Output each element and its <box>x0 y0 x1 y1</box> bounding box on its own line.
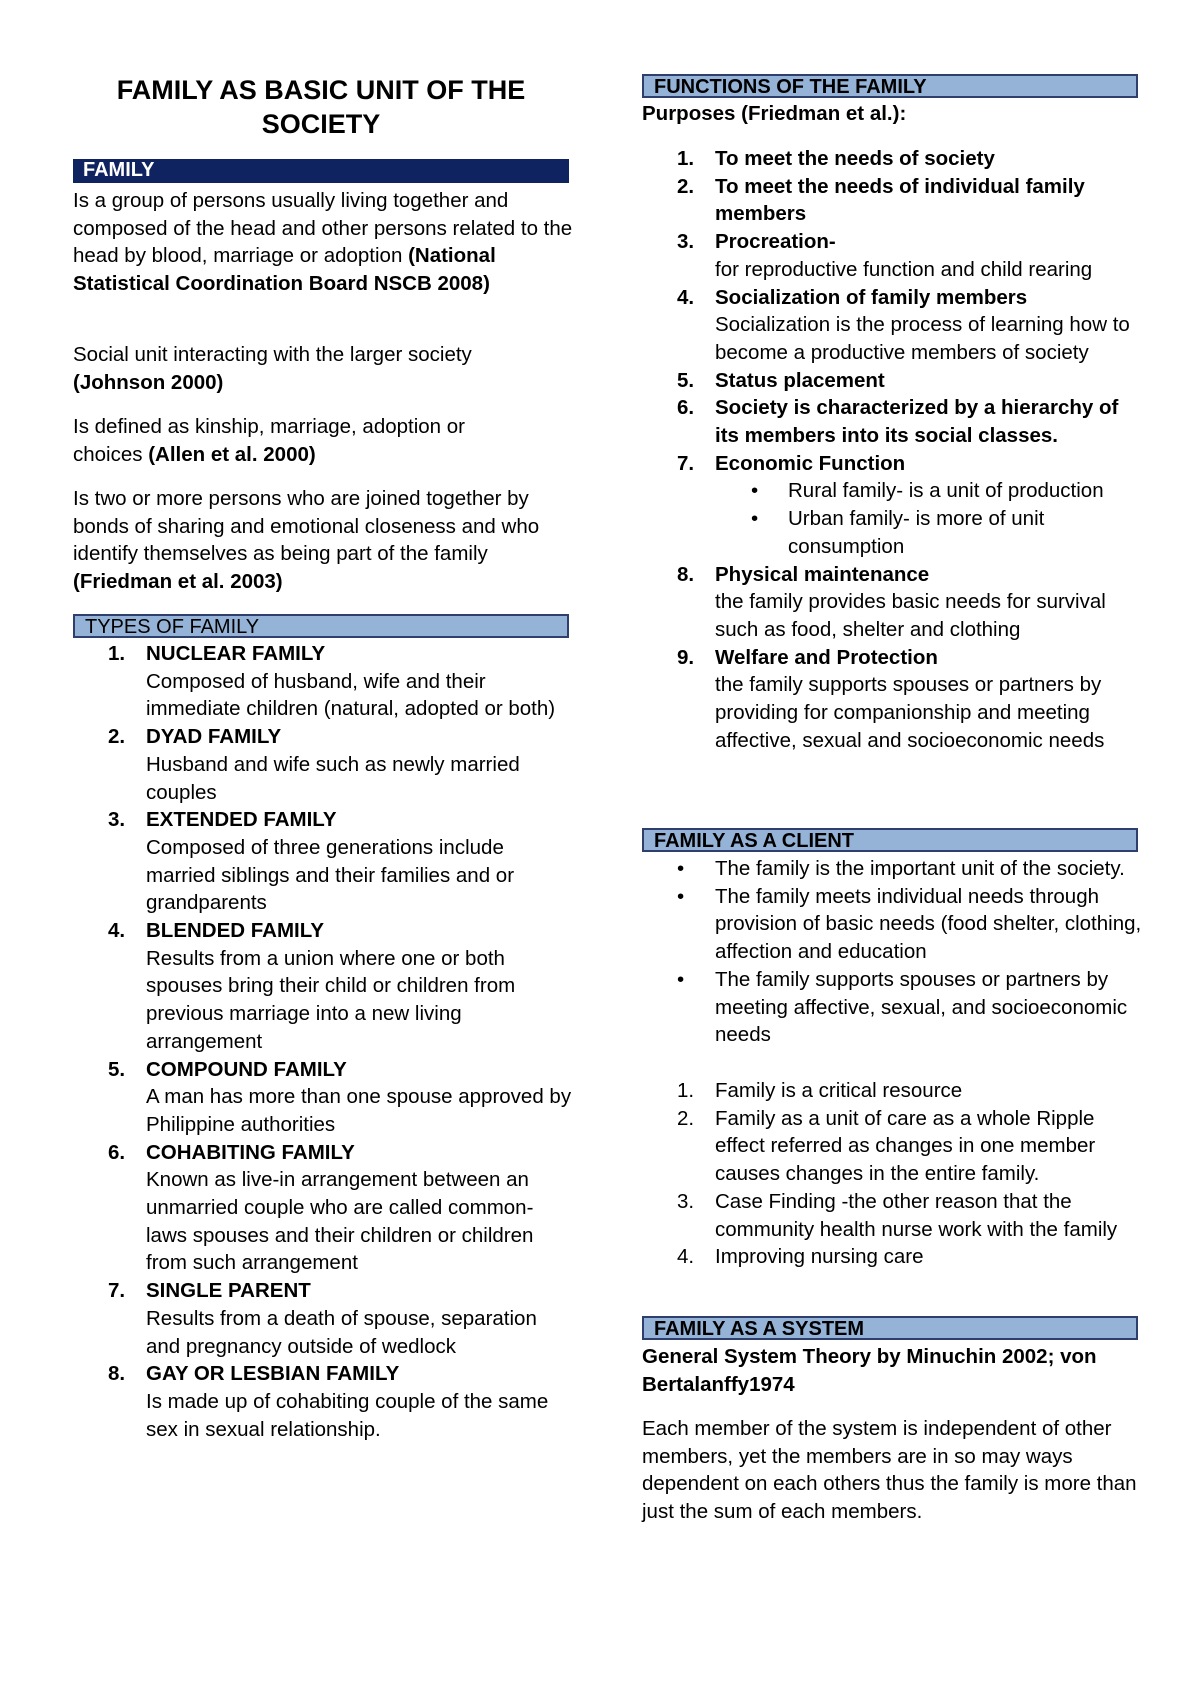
item-number: 9. <box>677 645 695 669</box>
bullet-icon: • <box>751 479 759 503</box>
definition-text: Is defined as kinship, marriage, adoption or choices <box>73 415 466 466</box>
family-definition-2 <box>73 341 573 396</box>
item-title: EXTENDED FAMILY <box>146 808 337 832</box>
item-number: 1. <box>108 642 126 665</box>
family-definition-1 <box>73 187 573 298</box>
item-number: 1. <box>677 1079 695 1102</box>
item-number: 2. <box>677 1106 695 1130</box>
item-title: NUCLEAR FAMILY <box>146 642 326 665</box>
item-number: 4. <box>677 285 695 309</box>
item-number: 2. <box>677 174 695 198</box>
item-desc: Composed of three generations include married siblings and their families and or grandparents <box>146 835 515 915</box>
item-title: Physical maintenance <box>715 562 930 586</box>
item-number: 4. <box>677 1245 695 1269</box>
list-item-text: Case Finding -the other reason that the community health nurse work with the family <box>715 1189 1118 1241</box>
definition-text: Social unit interacting with the larger society <box>73 343 472 366</box>
item-number: 3. <box>677 1189 695 1213</box>
list-item-text: The family meets individual needs through provision of basic needs (food shelter, clothing, affection and education <box>715 884 1142 964</box>
definition-source: (Allen et al. 2000) <box>148 442 316 466</box>
list-item <box>73 1277 573 1360</box>
item-title: Socialization of family members <box>715 285 1028 309</box>
page-title: FAMILY AS BASIC UNIT OF THE SOCIETY <box>116 75 526 139</box>
types-list <box>73 640 573 1443</box>
definition-text: Is two or more persons who are joined together by bonds of sharing and emotional closeness and who identify themselves as being part of the family <box>73 487 540 566</box>
item-number: 3. <box>108 808 126 832</box>
item-title: GAY OR LESBIAN FAMILY <box>146 1362 400 1386</box>
item-number: 5. <box>677 368 695 392</box>
family-definition-4 <box>73 485 573 596</box>
list-item <box>642 561 1142 644</box>
list-item <box>642 644 1142 755</box>
list-item <box>642 855 1142 883</box>
definition-source: (National Statistical Coordination Board NSCB 2008) <box>73 244 496 296</box>
system-theory: General System Theory by Minuchin 2002; von Bertalanffy1974 <box>642 1345 1097 1396</box>
item-title: Economic Function <box>715 451 906 475</box>
list-item <box>73 723 573 806</box>
item-number: 2. <box>108 725 126 749</box>
item-desc: the family supports spouses or partners by providing for companionship and meeting affective, sexual and socioeconomic needs <box>715 673 1105 752</box>
item-number: 1. <box>677 147 695 170</box>
list-item <box>73 1056 573 1139</box>
purposes-label: Purposes (Friedman et al.): <box>642 102 907 125</box>
item-desc: Socialization is the process of learning how to become a productive members of society <box>715 313 1130 364</box>
list-item <box>642 367 1142 395</box>
list-item <box>642 450 1142 561</box>
sub-item-text: Rural family- is a unit of production <box>788 479 1104 503</box>
item-number: 8. <box>677 562 695 586</box>
list-item <box>642 173 1142 228</box>
bullet-icon: • <box>751 507 759 531</box>
section-header-types: TYPES OF FAMILY <box>73 614 569 638</box>
list-item <box>73 1360 573 1443</box>
list-item-text: The family is the important unit of the society. <box>715 857 1125 880</box>
sub-item-text: Urban family- is more of unit consumption <box>788 507 1045 558</box>
list-item <box>73 917 573 1056</box>
list-item-text: Family is a critical resource <box>715 1079 963 1102</box>
bullet-icon: • <box>677 967 685 991</box>
item-number: 6. <box>108 1140 126 1164</box>
item-number: 8. <box>108 1362 126 1386</box>
list-item <box>642 284 1142 367</box>
list-item-text: The family supports spouses or partners by meeting affective, sexual, and socioeconomic needs <box>715 967 1128 1047</box>
item-number: 4. <box>108 919 126 943</box>
list-item <box>73 640 573 723</box>
list-item <box>642 883 1142 966</box>
family-definition-3 <box>73 413 533 468</box>
section-header-client: FAMILY AS A CLIENT <box>642 828 1138 852</box>
list-item <box>642 1077 1142 1105</box>
list-item <box>642 228 1142 283</box>
bullet-icon: • <box>677 857 685 880</box>
item-number: 7. <box>108 1279 126 1303</box>
definition-source: (Friedman et al. 2003) <box>73 570 283 594</box>
definition-source: (Johnson 2000) <box>73 370 224 394</box>
list-item <box>642 145 1142 173</box>
item-title: Society is characterized by a hierarchy of its members into its social classes. <box>715 396 1119 448</box>
definition-text: Is a group of persons usually living together and composed of the head and other persons related to the head by blood, marriage or adoption <box>73 189 573 268</box>
item-number: 5. <box>108 1057 126 1081</box>
section-header-family: FAMILY <box>73 159 569 183</box>
item-title: Status placement <box>715 368 885 392</box>
list-item <box>642 1105 1142 1188</box>
list-item <box>73 1139 573 1278</box>
item-title: DYAD FAMILY <box>146 725 282 749</box>
functions-list <box>642 145 1142 754</box>
item-desc: Composed of husband, wife and their immediate children (natural, adopted or both) <box>146 669 556 721</box>
item-title: Procreation- <box>715 230 836 254</box>
item-title: BLENDED FAMILY <box>146 919 325 943</box>
item-title: SINGLE PARENT <box>146 1279 311 1303</box>
section-header-functions: FUNCTIONS OF THE FAMILY <box>642 74 1138 98</box>
item-desc: Results from a union where one or both spouses bring their child or children from previous marriage into a new living arrangement <box>146 946 516 1053</box>
list-item-text: Improving nursing care <box>715 1245 924 1269</box>
list-item <box>642 1188 1142 1243</box>
list-item <box>642 394 1142 449</box>
sub-item <box>642 477 1142 505</box>
list-item <box>642 966 1142 1049</box>
item-number: 3. <box>677 230 695 254</box>
item-desc: for reproductive function and child rearing <box>715 257 1093 281</box>
item-desc: A man has more than one spouse approved by Philippine authorities <box>146 1085 572 1136</box>
item-number: 6. <box>677 396 695 420</box>
item-desc: Results from a death of spouse, separation and pregnancy outside of wedlock <box>146 1306 537 1358</box>
list-item <box>642 1243 1142 1271</box>
economic-sublist <box>642 477 1142 560</box>
item-number: 7. <box>677 451 695 475</box>
item-title: COHABITING FAMILY <box>146 1140 355 1164</box>
item-desc: Is made up of cohabiting couple of the same sex in sexual relationship. <box>146 1389 549 1441</box>
system-text: Each member of the system is independent of other members, yet the members are in so may ways dependent on each others thus the family is more than just the sum of each members. <box>642 1417 1137 1524</box>
item-desc: Known as live-in arrangement between an unmarried couple who are called common-laws spouses and their children or children from such arrangement <box>146 1168 534 1275</box>
item-desc: the family provides basic needs for survival such as food, shelter and clothing <box>715 590 1106 641</box>
item-desc: Husband and wife such as newly married couples <box>146 752 520 804</box>
client-bullet-list <box>642 855 1142 1049</box>
item-title: To meet the needs of society <box>715 147 995 170</box>
item-title: COMPOUND FAMILY <box>146 1057 347 1081</box>
item-title: Welfare and Protection <box>715 645 938 669</box>
sub-item <box>642 505 1142 560</box>
item-title: To meet the needs of individual family members <box>715 174 1085 226</box>
list-item-text: Family as a unit of care as a whole Ripple effect referred as changes in one member causes changes in the entire family. <box>715 1106 1096 1186</box>
client-numbered-list <box>642 1077 1142 1271</box>
bullet-icon: • <box>677 884 685 908</box>
list-item <box>73 806 573 917</box>
section-header-system: FAMILY AS A SYSTEM <box>642 1316 1138 1340</box>
